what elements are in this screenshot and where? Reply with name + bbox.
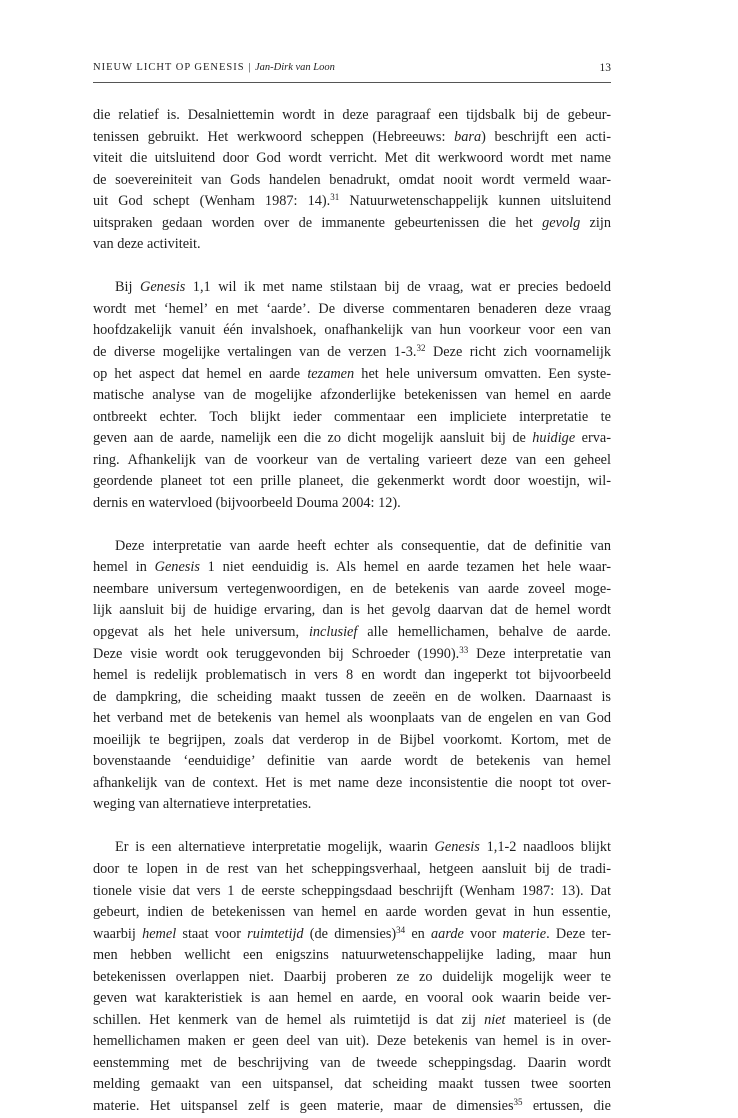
text-run: gebeurt, indien de betekenissen van hemel en aarde worden gevat in hun essentie, (93, 904, 611, 921)
text-run: dernis en watervloed (bijvoorbeeld Douma 2004: 12). (93, 494, 401, 511)
text-run: de dampkring, die scheiding maakt tussen de zeeën en de wolken. Daarnaast is (93, 688, 611, 705)
text-line (93, 234, 611, 256)
text-run: Deze interpretatie van (468, 645, 611, 662)
text-run: afhankelijk van de context. Het is met name deze inconsistentie die noopt tot over- (93, 774, 611, 791)
footnote-ref: 31 (330, 192, 340, 203)
text-run: schillen. Het kenmerk van de hemel als ruimtetijd is dat zij (93, 1011, 485, 1028)
text-run: waarbij (93, 925, 143, 942)
text-run: het hele universum omvatten. Een syste- (354, 365, 611, 382)
text-line (93, 364, 611, 386)
running-author: Jan-Dirk van Loon (254, 62, 335, 73)
text-line (93, 127, 611, 149)
text-run: 1,1-2 naadloos blijkt (479, 839, 611, 856)
text-run: de diverse mogelijke vertalingen van de verzen 1-3. (93, 343, 417, 360)
page-body (93, 105, 611, 1118)
italic-term: huidige (532, 430, 576, 447)
text-line (93, 1031, 611, 1053)
running-header (93, 62, 611, 78)
text-run: hemellichamen maken er geen deel van uit). Deze betekenis van hemel is in over- (93, 1033, 611, 1050)
text-run: geven wat karakteristiek is aan hemel en aarde, en vooral ook waarin beide ver- (93, 990, 611, 1007)
text-run: hoofdzakelijk vanuit één invalshoek, onafhankelijk van hun voorkeur voor een van (93, 322, 611, 339)
running-title-group (93, 62, 335, 73)
text-line (93, 924, 611, 946)
text-run: ring. Afhankelijk van de voorkeur van de vertaling varieert deze van een geheel (93, 451, 611, 468)
text-line (93, 320, 611, 342)
text-run: erva- (575, 430, 611, 447)
text-run: ontbreekt echter. Toch blijkt ieder commentaar een impliciete interpretatie te (93, 408, 611, 425)
text-run: voor (463, 925, 503, 942)
text-line (93, 1096, 611, 1118)
text-line (93, 902, 611, 924)
text-run: en (405, 925, 432, 942)
text-line (93, 730, 611, 752)
text-run: moeilijk te begrijpen, zoals dat verderop in de Bijbel voorkomt. Kortom, met de (93, 731, 611, 748)
text-line (93, 773, 611, 795)
text-line (93, 600, 611, 622)
italic-term: Genesis (154, 559, 200, 576)
paragraph-gap (93, 816, 611, 838)
text-run: het verband met de betekenis van hemel als woonplaats van de engelen en van God (93, 710, 611, 727)
text-run: geven aan de aarde, namelijk een die zo dicht mogelijk aansluit bij de (93, 430, 533, 447)
text-run: melding gemaakt van een uitspansel, dat scheiding maakt tussen twee soorten (93, 1076, 611, 1093)
header-rule (93, 82, 611, 83)
footnote-ref: 34 (396, 924, 406, 935)
text-line (93, 751, 611, 773)
text-line (93, 1053, 611, 1075)
text-run: 1 niet eenduidig is. Als hemel en aarde tezamen het hele waar- (199, 559, 611, 576)
italic-term: Genesis (140, 279, 186, 296)
text-line (93, 342, 611, 364)
text-run: tenissen gebruikt. Het werkwoord scheppen (Hebreeuws: (93, 128, 455, 145)
text-run: viteit die uitsluitend door God wordt verricht. Met dit werkwoord wordt met name (93, 150, 611, 167)
text-line (93, 1074, 611, 1096)
text-run: staat voor (176, 925, 248, 942)
text-line (93, 967, 611, 989)
text-line (93, 665, 611, 687)
text-line (93, 299, 611, 321)
text-line (93, 945, 611, 967)
italic-term: tezamen (307, 365, 355, 382)
paragraph (93, 536, 611, 816)
text-line (93, 536, 611, 558)
text-run: Bij (115, 279, 141, 296)
text-run: ertussen, die (522, 1098, 611, 1115)
italic-term: gevolg (542, 214, 581, 231)
paragraph (93, 277, 611, 514)
text-run: zijn (580, 214, 611, 231)
paragraph-gap (93, 256, 611, 278)
italic-term: ruimtetijd (247, 925, 304, 942)
paragraph-gap (93, 514, 611, 536)
text-run: neembare universum vertegenwoordigen, en de betekenis van aarde zoveel moge- (93, 580, 611, 597)
text-run: uitspraken gedaan worden over de immanente gebeurtenissen die het (93, 214, 543, 231)
text-run: betekenissen overlappen niet. Daarbij proberen ze zo duidelijk mogelijk weer te (93, 968, 611, 985)
page-number: 13 (599, 62, 611, 74)
text-line (93, 881, 611, 903)
text-line (93, 385, 611, 407)
text-run: door te lopen in de rest van het scheppingsverhaal, hetgeen aansluit bij de tradi- (93, 861, 611, 877)
text-run: uit God schept (Wenham 1987: 14). (93, 193, 331, 210)
text-run: bovenstaande ‘eenduidige’ definitie van aarde wordt de betekenis van hemel (93, 753, 611, 770)
text-run: op het aspect dat hemel en aarde (93, 365, 308, 382)
text-run: hemel in (93, 559, 155, 576)
text-line (93, 493, 611, 515)
text-run: Er is een alternatieve interpretatie mogelijk, waarin (115, 839, 435, 856)
text-line (93, 557, 611, 579)
text-line (93, 837, 611, 859)
text-run: eenstemming met de beschrijving van de tweede scheppingsdag. Daarin wordt (93, 1054, 611, 1071)
text-run: men hebben wellicht een enigszins natuurwetenschappelijke lading, maar hun (93, 947, 611, 964)
italic-term: bara (454, 128, 482, 145)
italic-term: inclusief (308, 624, 358, 641)
footnote-ref: 33 (459, 644, 469, 655)
text-run: weging van alternatieve interpretaties. (93, 796, 312, 813)
text-line (93, 105, 611, 127)
text-run: de soevereiniteit van Gods handelen benadrukt, omdat nooit wordt vermeld waar- (93, 171, 611, 188)
text-line (93, 471, 611, 493)
text-line (93, 988, 611, 1010)
text-run: Natuurwetenschappelijk kunnen uitsluitend (339, 193, 611, 210)
text-run: ) beschrijft een acti- (481, 128, 611, 145)
text-line (93, 191, 611, 213)
header-separator: | (244, 62, 255, 73)
text-run: (de dimensies) (303, 925, 397, 942)
text-run: materieel is (de (505, 1011, 611, 1028)
text-run: wordt met ‘hemel’ en met ‘aarde’. De diverse commentaren benaderen deze vraag (93, 300, 611, 317)
text-line (93, 622, 611, 644)
italic-term: niet (484, 1011, 506, 1028)
text-run: lijk aansluit bij de huidige ervaring, dan is het gevolg daarvan dat de hemel wordt (93, 602, 611, 619)
text-line (93, 859, 611, 881)
text-line (93, 428, 611, 450)
text-run: opgevat als het hele universum, (93, 624, 309, 641)
text-run: tionele visie dat vers 1 de eerste scheppingsdaad beschrijft (Wenham 1987: 13). Dat (93, 882, 611, 899)
paragraph (93, 837, 611, 1117)
text-line (93, 450, 611, 472)
text-line (93, 148, 611, 170)
text-line (93, 213, 611, 235)
italic-term: aarde (431, 925, 464, 942)
text-run: hemel is redelijk problematisch in vers 8 en wordt dan ingeperkt tot bijvoorbeeld (93, 667, 611, 684)
text-line (93, 170, 611, 192)
running-title: NIEUW LICHT OP GENESIS (93, 62, 245, 73)
text-line (93, 407, 611, 429)
italic-term: Genesis (434, 839, 480, 856)
text-run: . Deze ter- (546, 925, 611, 942)
text-run: die relatief is. Desalniettemin wordt in deze paragraaf een tijdsbalk bij de gebeur- (93, 107, 611, 123)
text-run: Deze richt zich voornamelijk (425, 343, 611, 360)
text-run: Deze interpretatie van aarde heeft echter als consequentie, dat de definitie van (115, 537, 611, 554)
text-run: materie. Het uitspansel zelf is geen materie, maar de dimensies (93, 1098, 514, 1115)
text-run: matische analyse van de mogelijke afzonderlijke betekenissen van hemel en aarde (93, 387, 611, 404)
text-line (93, 1010, 611, 1032)
text-line (93, 687, 611, 709)
text-line (93, 277, 611, 299)
text-run: 1,1 wil ik met name stilstaan bij de vraag, wat er precies bedoeld (185, 279, 611, 296)
text-line (93, 579, 611, 601)
footnote-ref: 35 (513, 1097, 523, 1108)
italic-term: materie (502, 925, 547, 942)
text-run: van deze activiteit. (93, 236, 201, 253)
text-run: alle hemellichamen, behalve de aarde. (357, 624, 611, 641)
text-line (93, 794, 611, 816)
text-line (93, 644, 611, 666)
text-run: geordende planeet tot een prille planeet, die gekenmerkt wordt door woestijn, wil- (93, 473, 611, 490)
text-line (93, 708, 611, 730)
paragraph (93, 105, 611, 256)
text-run: Deze visie wordt ook teruggevonden bij Schroeder (1990). (93, 645, 460, 662)
footnote-ref: 32 (416, 342, 426, 353)
italic-term: hemel (142, 925, 177, 942)
